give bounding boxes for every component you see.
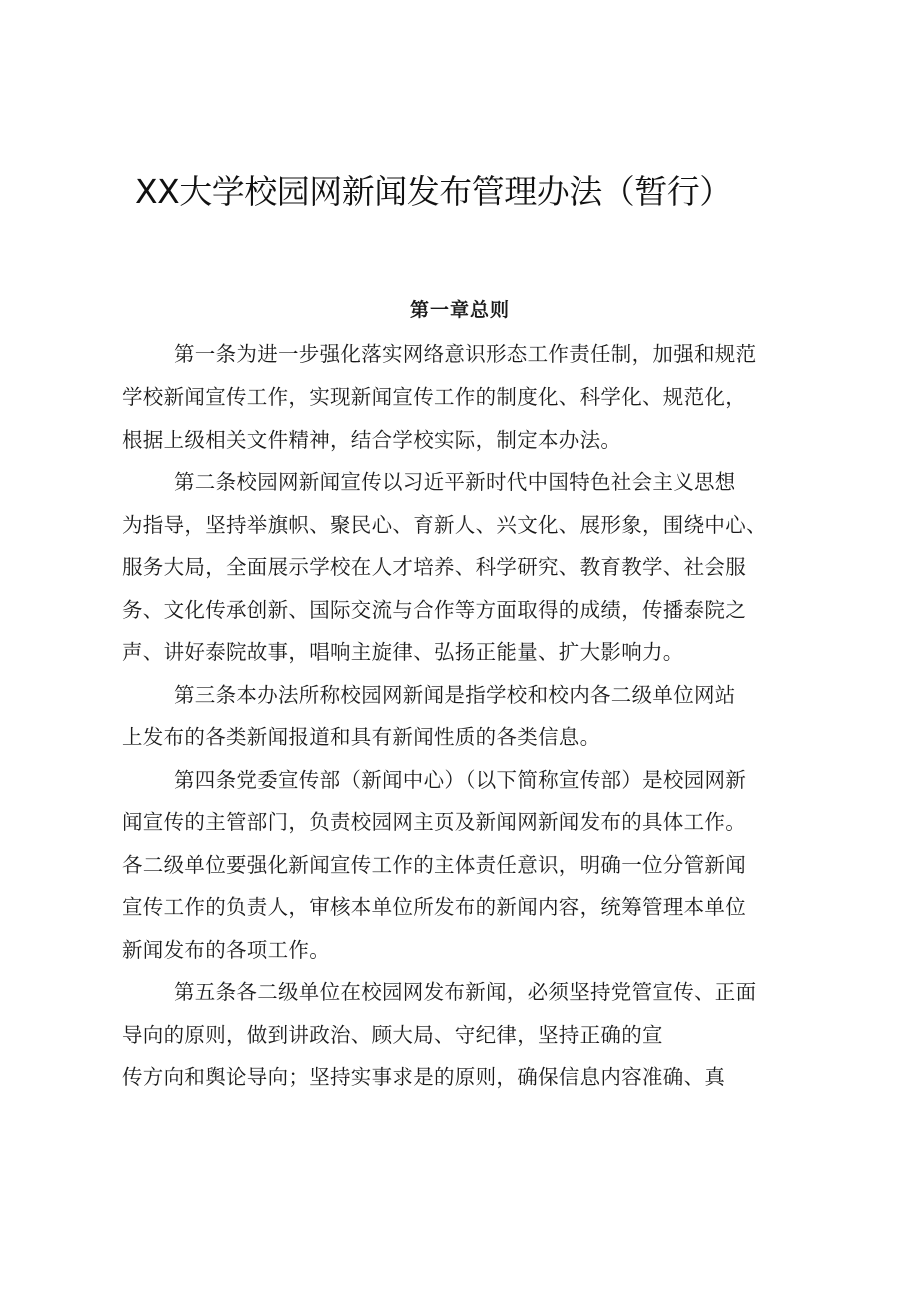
- article-4-line: 各二级单位要强化新闻宣传工作的主体责任意识，明确一位分管新闻: [122, 853, 746, 877]
- article-1-line: 第一条为进一步强化落实网络意识形态工作责任制，加强和规范: [174, 342, 757, 366]
- article-4-line: 闻宣传的主管部门，负责校园网主页及新闻网新闻发布的具体工作。: [122, 810, 746, 834]
- article-2-line: 第二条校园网新闻宣传以习近平新时代中国特色社会主义思想: [174, 470, 736, 494]
- document-title: XX大学校园网新闻发布管理办法（暂行）: [135, 172, 732, 211]
- article-5-line: 导向的原则，做到讲政治、顾大局、守纪律，坚持正确的宣: [122, 1023, 663, 1047]
- article-5-line: 第五条各二级单位在校园网发布新闻，必须坚持党管宣传、正面: [174, 980, 757, 1004]
- article-4-line: 宣传工作的负责人，审核本单位所发布的新闻内容，统筹管理本单位: [122, 895, 746, 919]
- article-1-line: 学校新闻宣传工作，实现新闻宣传工作的制度化、科学化、规范化，: [122, 385, 746, 409]
- article-2-line: 服务大局，全面展示学校在人才培养、科学研究、教育教学、社会服: [122, 555, 746, 579]
- article-1-line: 根据上级相关文件精神，结合学校实际，制定本办法。: [122, 428, 622, 452]
- chapter-heading: 第一章总则: [409, 299, 510, 321]
- article-4-line: 第四条党委宣传部（新闻中心）（以下简称宣传部）是校园网新: [174, 768, 747, 792]
- article-2-line: 为指导，坚持举旗帜、聚民心、育新人、兴文化、展形象，围绕中心、: [122, 513, 767, 537]
- article-3-line: 第三条本办法所称校园网新闻是指学校和校内各二级单位网站: [174, 683, 736, 707]
- article-3-line: 上发布的各类新闻报道和具有新闻性质的各类信息。: [122, 725, 601, 749]
- article-5-line: 传方向和舆论导向；坚持实事求是的原则，确保信息内容准确、真: [122, 1065, 726, 1089]
- article-4-line: 新闻发布的各项工作。: [122, 938, 330, 962]
- article-2-line: 务、文化传承创新、国际交流与合作等方面取得的成绩，传播泰院之: [122, 598, 746, 622]
- article-2-line: 声、讲好泰院故事，唱响主旋律、弘扬正能量、扩大影响力。: [122, 640, 684, 664]
